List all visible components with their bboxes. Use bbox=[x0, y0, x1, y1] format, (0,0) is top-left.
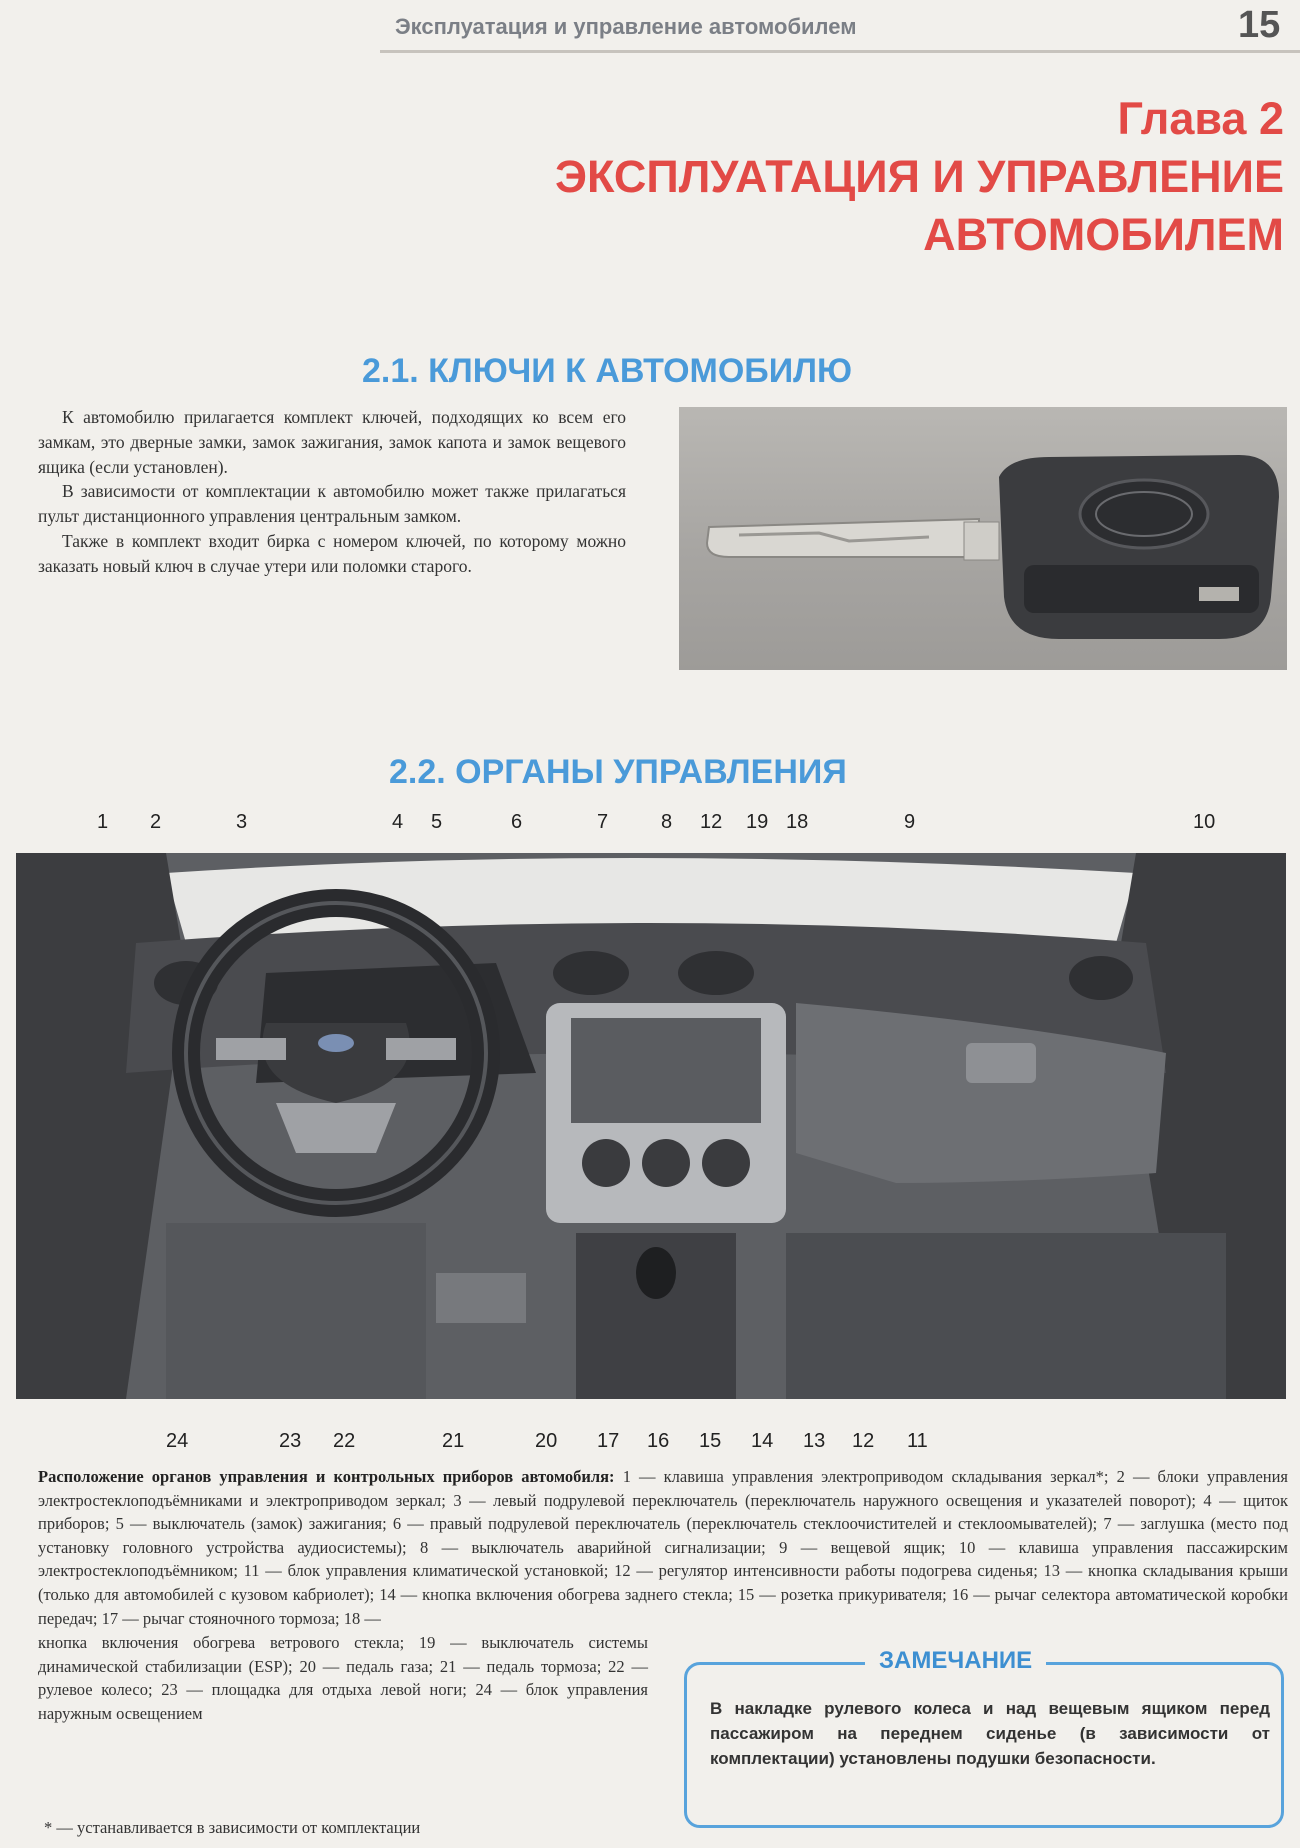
header-rule bbox=[380, 50, 1300, 53]
paragraph: В зависимости от комплектации к автомобилю может также прилагаться пульт дистанционного управления центральным замком. bbox=[38, 481, 626, 527]
callout-number: 17 bbox=[597, 1430, 620, 1452]
callout-number: 4 bbox=[392, 811, 404, 833]
car-key-illustration bbox=[679, 407, 1287, 670]
callout-number: 7 bbox=[597, 811, 609, 833]
callout-number: 20 bbox=[535, 1430, 558, 1452]
callout-number: 3 bbox=[236, 811, 248, 833]
callout-number: 19 bbox=[746, 811, 769, 833]
note-title: ЗАМЕЧАНИЕ bbox=[865, 1647, 1046, 1675]
callout-number: 18 bbox=[786, 811, 809, 833]
chapter-title-line-2: АВТОМОБИЛЕМ bbox=[923, 209, 1284, 260]
page-number: 15 bbox=[1238, 4, 1281, 46]
figure-caption-continued: кнопка включения обогрева ветрового стекла; 19 — выключатель системы динамической стабилизации (ESP); 20 — педаль газа; 21 — педаль тормоза; 22 — рулевое колесо; 23 — площадка для отдыха левой ноги; 24 — блок управления наружным освещением bbox=[38, 1633, 648, 1723]
section-keys-text bbox=[38, 405, 626, 579]
callout-number: 12 bbox=[700, 811, 723, 833]
callout-number: 15 bbox=[699, 1430, 722, 1452]
caption-text: 1 — клавиша управления электроприводом складывания зеркал*; 2 — блоки управления электростеклоподъёмниками и электроприводом зеркал; 3 — левый подрулевой переключатель (переключатель наружного освещения и указателей поворот); 4 — щиток приборов; 5 — выключатель (замок) зажигания; 6 — правый подрулевой переключатель (переключатель стеклоочистителей и стеклоомывателей); 7 — заглушка (место под установку головного устройства аудиосистемы); 8 — выключатель аварийной сигнализации; 9 — вещевой ящик; 10 — клавиша управления пассажирским электростеклоподъёмником; 11 — блок управления климатической установкой; 12 — регулятор интенсивности работы подогрева сиденья; 13 — кнопка складывания крыши (только для автомобилей с кузовом кабриолет); 14 — кнопка включения обогрева заднего стекла; 15 — розетка прикуривателя; 16 — рычаг селектора автоматической коробки передач; 17 — рычаг стояночного тормоза; 18 — bbox=[38, 1467, 1289, 1628]
callout-number: 23 bbox=[279, 1430, 302, 1452]
dashboard-illustration bbox=[16, 853, 1286, 1399]
caption-lead: Расположение органов управления и контрольных приборов автомобиля: bbox=[38, 1467, 615, 1486]
callout-number: 13 bbox=[803, 1430, 826, 1452]
callout-number: 16 bbox=[647, 1430, 670, 1452]
callout-number: 10 bbox=[1193, 811, 1216, 833]
chapter-title-line-1: ЭКСПЛУАТАЦИЯ И УПРАВЛЕНИЕ bbox=[555, 151, 1284, 202]
callout-number: 2 bbox=[150, 811, 162, 833]
car-key-photo bbox=[679, 407, 1287, 670]
callout-number: 24 bbox=[166, 1430, 189, 1452]
section-heading-controls: 2.2. ОРГАНЫ УПРАВЛЕНИЯ bbox=[389, 753, 847, 791]
dashboard-photo bbox=[16, 853, 1286, 1399]
callout-number: 21 bbox=[442, 1430, 465, 1452]
running-title: Эксплуатация и управление автомобилем bbox=[395, 14, 857, 39]
callout-number: 11 bbox=[907, 1430, 928, 1452]
chapter-number: Глава 2 bbox=[1117, 93, 1284, 144]
callout-number: 12 bbox=[852, 1430, 875, 1452]
callout-number: 5 bbox=[431, 811, 443, 833]
paragraph: Также в комплект входит бирка с номером ключей, по которому можно заказать новый ключ в случае утери или поломки старого. bbox=[38, 530, 626, 576]
callout-number: 9 bbox=[904, 811, 916, 833]
paragraph: К автомобилю прилагается комплект ключей, подходящих ко всем его замкам, это дверные замки, замок зажигания, замок капота и замок вещевого ящика (если установлен). bbox=[38, 407, 626, 477]
footnote: * — устанавливается в зависимости от комплектации bbox=[44, 1818, 421, 1837]
callout-number: 22 bbox=[333, 1430, 356, 1452]
note-text: В накладке рулевого колеса и над вещевым ящиком перед пассажиром на переднем сиденье (в зависимости от комплектации) установлены подушки безопасности. bbox=[710, 1699, 1270, 1768]
section-heading-keys: 2.1. КЛЮЧИ К АВТОМОБИЛЮ bbox=[362, 352, 853, 390]
callout-number: 1 bbox=[97, 811, 109, 833]
callout-number: 8 bbox=[661, 811, 673, 833]
callout-number: 6 bbox=[511, 811, 523, 833]
callout-number: 14 bbox=[751, 1430, 774, 1452]
figure-caption bbox=[38, 1465, 1288, 1630]
